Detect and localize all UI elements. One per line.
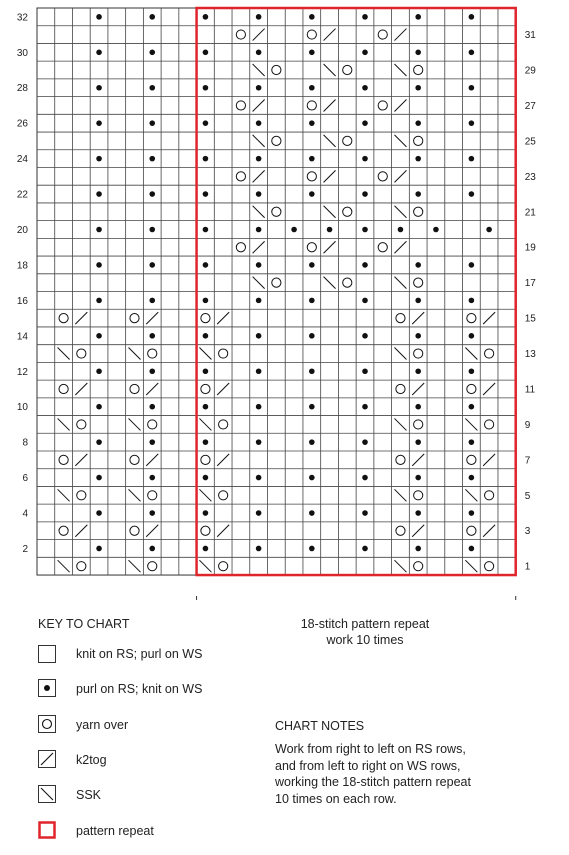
purl-dot [291, 227, 297, 233]
purl-dot [203, 333, 209, 339]
purl-dot [309, 368, 315, 374]
purl-dot [309, 85, 315, 91]
repeat-caption-line1: 18-stitch pattern repeat [300, 617, 430, 631]
purl-dot [96, 14, 102, 20]
purl-dot [256, 546, 262, 552]
purl-dot [415, 368, 421, 374]
repeat-bracket [197, 596, 516, 600]
row-number-right: 19 [524, 242, 536, 254]
row-number-right: 5 [524, 490, 531, 502]
purl-dot [96, 120, 102, 126]
notes-title: CHART NOTES [275, 719, 365, 733]
key-label-yo: yarn over [76, 718, 129, 732]
pattern-repeat-icon [38, 821, 56, 839]
key-icon-repeat [38, 820, 56, 840]
row-number-right: 17 [524, 278, 536, 290]
purl-dot [469, 333, 475, 339]
purl-dot [309, 298, 315, 304]
purl-dot [149, 404, 155, 410]
purl-dot [149, 85, 155, 91]
purl-dot [469, 368, 475, 374]
notes-body: Work from right to left on RS rows, and from left to right on WS rows, working the 18-stitch pattern repeat 10 times on each row. [275, 742, 471, 806]
purl-dot [362, 227, 368, 233]
purl-dot [362, 333, 368, 339]
row-number-right: 31 [524, 30, 536, 42]
purl-dot [203, 368, 209, 374]
purl-dot [256, 439, 262, 445]
purl-dot [203, 546, 209, 552]
row-number-left: 14 [16, 331, 28, 343]
purl-dot [149, 368, 155, 374]
purl-dot [203, 156, 209, 162]
row-number-left: 24 [16, 154, 28, 166]
row-number-left: 12 [16, 366, 28, 378]
row-number-left: 6 [22, 473, 28, 485]
purl-dot [309, 120, 315, 126]
row-number-left: 2 [22, 543, 28, 555]
row-number-left: 8 [22, 437, 28, 449]
purl-dot [469, 546, 475, 552]
purl-dot [362, 262, 368, 268]
purl-dot [415, 191, 421, 197]
purl-dot [415, 298, 421, 304]
purl-dot [469, 50, 475, 56]
purl-dot [256, 475, 262, 481]
key-icon-ssk [38, 784, 56, 804]
purl-dot [398, 227, 404, 233]
purl-dot [309, 333, 315, 339]
repeat-caption-line2: work 10 times [326, 633, 404, 647]
purl-dot [309, 546, 315, 552]
purl-dot [96, 298, 102, 304]
purl-dot [362, 120, 368, 126]
row-number-left: 30 [16, 47, 28, 59]
purl-dot [362, 546, 368, 552]
k2tog-icon [38, 750, 56, 768]
purl-dot [256, 227, 262, 233]
purl-dot [469, 120, 475, 126]
key-label-ssk: SSK [76, 788, 102, 802]
purl-dot [415, 262, 421, 268]
purl-dot [415, 510, 421, 516]
purl-dot [256, 50, 262, 56]
row-number-left: 16 [16, 295, 28, 307]
purl-dot [149, 333, 155, 339]
purl-dot [203, 120, 209, 126]
purl-dot-icon [38, 679, 56, 697]
purl-dot [149, 156, 155, 162]
purl-dot [362, 368, 368, 374]
purl-dot [256, 85, 262, 91]
key-icon-k2tog [38, 749, 56, 769]
purl-dot [309, 262, 315, 268]
purl-dot [203, 404, 209, 410]
purl-dot [96, 333, 102, 339]
key-label-k2tog: k2tog [76, 753, 107, 767]
purl-dot [469, 14, 475, 20]
row-number-left: 28 [16, 83, 28, 95]
purl-dot [469, 191, 475, 197]
purl-dot [469, 156, 475, 162]
purl-dot [203, 14, 209, 20]
row-number-right: 27 [524, 100, 536, 112]
purl-dot [149, 191, 155, 197]
purl-dot [433, 227, 439, 233]
row-number-right: 21 [524, 207, 536, 219]
purl-dot [415, 156, 421, 162]
row-number-right: 11 [524, 384, 536, 396]
purl-dot [469, 510, 475, 516]
purl-dot [256, 368, 262, 374]
purl-dot [415, 475, 421, 481]
purl-dot [469, 298, 475, 304]
purl-dot [203, 262, 209, 268]
purl-dot [96, 546, 102, 552]
purl-dot [149, 120, 155, 126]
purl-dot [415, 50, 421, 56]
purl-dot [256, 156, 262, 162]
purl-dot [256, 404, 262, 410]
purl-dot [469, 262, 475, 268]
purl-dot [256, 120, 262, 126]
purl-dot [309, 475, 315, 481]
purl-dot [96, 227, 102, 233]
purl-dot [149, 14, 155, 20]
purl-dot [203, 475, 209, 481]
purl-dot [203, 439, 209, 445]
purl-dot [415, 85, 421, 91]
purl-dot [362, 404, 368, 410]
purl-dot [96, 191, 102, 197]
chart-grid [37, 8, 516, 575]
purl-dot [415, 546, 421, 552]
key-label-knit: knit on RS; purl on WS [76, 647, 203, 661]
row-number-left: 26 [16, 118, 28, 130]
row-number-left: 22 [16, 189, 28, 201]
purl-dot [203, 50, 209, 56]
purl-dot [149, 439, 155, 445]
purl-dot [309, 50, 315, 56]
row-number-left: 32 [16, 12, 28, 24]
purl-dot [415, 333, 421, 339]
purl-dot [362, 475, 368, 481]
purl-dot [203, 510, 209, 516]
row-number-left: 20 [16, 225, 28, 236]
purl-dot [96, 85, 102, 91]
row-number-right: 15 [524, 313, 536, 325]
purl-dot [469, 439, 475, 445]
purl-dot [469, 475, 475, 481]
key-icon-knit [38, 644, 56, 664]
purl-dot [362, 298, 368, 304]
purl-dot [96, 50, 102, 56]
purl-dot [256, 14, 262, 20]
purl-dot [309, 14, 315, 20]
purl-dot [149, 546, 155, 552]
purl-dot [96, 510, 102, 516]
key-label-purl: purl on RS; knit on WS [76, 682, 203, 696]
purl-dot [96, 475, 102, 481]
purl-dot [203, 85, 209, 91]
purl-dot [309, 191, 315, 197]
purl-dot [362, 85, 368, 91]
knit-blank-icon [38, 645, 56, 663]
purl-dot [149, 298, 155, 304]
purl-dot [149, 50, 155, 56]
row-number-left: 10 [16, 402, 28, 414]
purl-dot [362, 14, 368, 20]
row-number-right: 29 [524, 65, 536, 77]
row-number-right: 23 [524, 171, 536, 183]
purl-dot [256, 262, 262, 268]
purl-dot [256, 191, 262, 197]
purl-dot [203, 298, 209, 304]
purl-dot [415, 404, 421, 410]
purl-dot [96, 439, 102, 445]
purl-dot [96, 404, 102, 410]
key-title: KEY TO CHART [38, 617, 130, 631]
row-number-right: 3 [524, 526, 531, 538]
purl-dot [309, 510, 315, 516]
row-number-right: 9 [524, 419, 531, 431]
key-icon-purl [38, 678, 56, 698]
purl-dot [203, 191, 209, 197]
purl-dot [256, 333, 262, 339]
purl-dot [203, 227, 209, 233]
purl-dot [415, 439, 421, 445]
key-label-repeat: pattern repeat [76, 824, 154, 838]
purl-dot [309, 156, 315, 162]
row-number-right: 25 [524, 136, 536, 148]
purl-dot [469, 85, 475, 91]
purl-dot [362, 50, 368, 56]
purl-dot [149, 475, 155, 481]
purl-dot [149, 262, 155, 268]
purl-dot [309, 439, 315, 445]
purl-dot [362, 510, 368, 516]
ssk-icon [38, 785, 56, 803]
purl-dot [362, 191, 368, 197]
row-number-right: 1 [524, 561, 531, 573]
purl-dot [96, 368, 102, 374]
purl-dot [256, 298, 262, 304]
row-number-right: 7 [524, 455, 531, 467]
yarn-over-icon [38, 715, 56, 733]
row-number-left: 18 [16, 260, 28, 272]
purl-dot [327, 227, 333, 233]
purl-dot [96, 156, 102, 162]
purl-dot [362, 439, 368, 445]
row-number-right: 13 [524, 349, 536, 361]
purl-dot [309, 404, 315, 410]
key-icon-yo [38, 714, 56, 734]
purl-dot [256, 510, 262, 516]
purl-dot [415, 120, 421, 126]
purl-dot [96, 262, 102, 268]
purl-dot [149, 510, 155, 516]
purl-dot [362, 156, 368, 162]
purl-dot [486, 227, 492, 233]
purl-dot [415, 14, 421, 20]
purl-dot [149, 227, 155, 233]
purl-dot [469, 404, 475, 410]
row-number-left: 4 [22, 508, 28, 520]
